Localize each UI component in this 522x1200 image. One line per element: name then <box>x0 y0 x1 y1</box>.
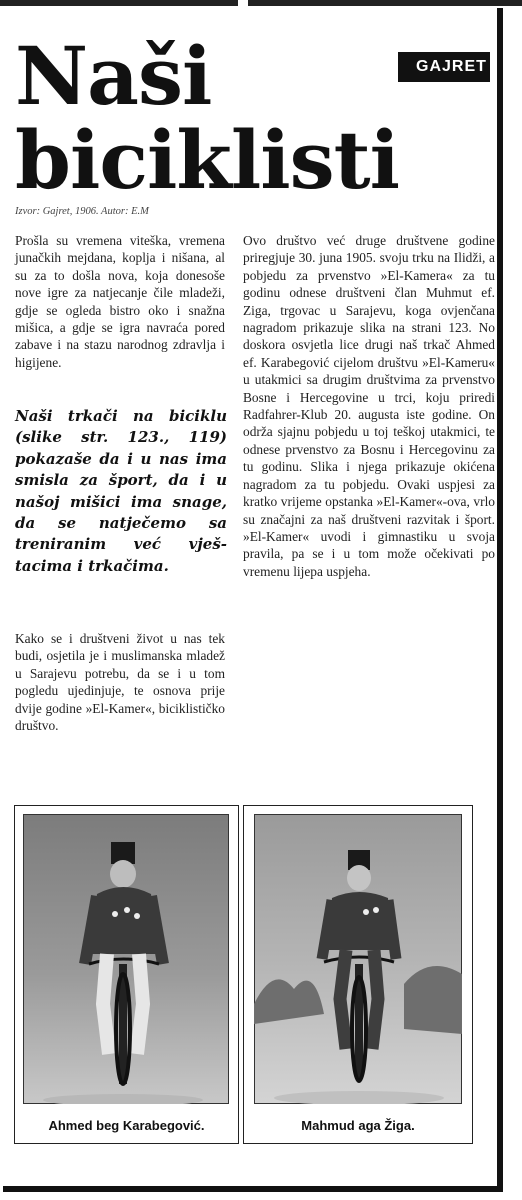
paragraph-society: Kako se i društveni život u nas tek budi, osjetila je i muslimanska mladež u Sarajevu potrebu, da se i u tom pogledu ujedinjuje, te osnova prije dvije godine »El-Kamer«, biciklističko društvo. <box>15 631 225 734</box>
column-left-top <box>15 232 225 371</box>
pull-quote: Naši trkači na biciklu (slike str. 123., 119) pokazaše da i u nas ima smisla za šport, da i u našoj mišici ima snage, da se natječemo sa treniranim već vještacima i trkačima. <box>15 407 227 575</box>
top-rule <box>0 0 522 6</box>
paragraph-intro: Prošla su vremena viteška, vremena junačkih mejdana, koplja i nišana, al su za to došla nova, koja donesoše nove igre za natjecanje čile mladeži, gdje se ogleda bistro oko i snažna mišica, a gdje se igra navraća pored zabave i na stazu narodnog zdravlja i higijene. <box>15 233 225 370</box>
source-line: Izvor: Gajret, 1906. Autor: E.M <box>15 206 149 217</box>
cyclist-photo-2 <box>254 814 462 1104</box>
photo-ahmed-frame <box>14 805 239 1144</box>
publication-badge: GAJRET <box>398 52 496 82</box>
photo-mahmud-frame <box>243 805 473 1144</box>
photo-caption-ahmed: Ahmed beg Karabegović. <box>48 1117 205 1133</box>
article-title: Naši biciklisti <box>15 29 400 207</box>
paragraph-race: Ovo društvo već druge društvene godine priregjuje 30. juna 1905. svoju trku na Ilidži, a pobjedu za prvenstvo »El-Kamera« za tu godinu odnese društveni član Muhmut ef. Ziga, trgovac u Sarajevu, koga ovjenčana nagradom prikazuje slika na strani 123. No doskora osvjetla lice drugi naš trkač Ahmed ef. Karabegović cijelom društvu »El-Kameru« u utakmici sa drugim društvima za prvenstvo Bosne i Hercegovine u trci, koju priredi Radfahrer-Klub 20. augusta iste godine. On održa sjajnu pobjedu u toj teškoj utakmici, te odnese prvenstvo za Bosnu i Hercegovinu za tu godinu. Slika i njega prikazuje okićena nagradom za tu pobjedu. Ovaki uspjesi za kratko vrijeme opstanka »El-Kamer«-ova, vrlo su značajni za naš društveni razvitak i šport. »El-Kamer« uvodi i gimnastiku u svoja pravila, pa se i u tom može očekivati po vremenu lijepa uspjeha. <box>243 233 495 579</box>
photo-caption-mahmud: Mahmud aga Žiga. <box>301 1117 415 1133</box>
cyclist-photo-1 <box>23 814 229 1104</box>
column-right <box>243 232 495 580</box>
column-left-bottom <box>15 630 225 734</box>
